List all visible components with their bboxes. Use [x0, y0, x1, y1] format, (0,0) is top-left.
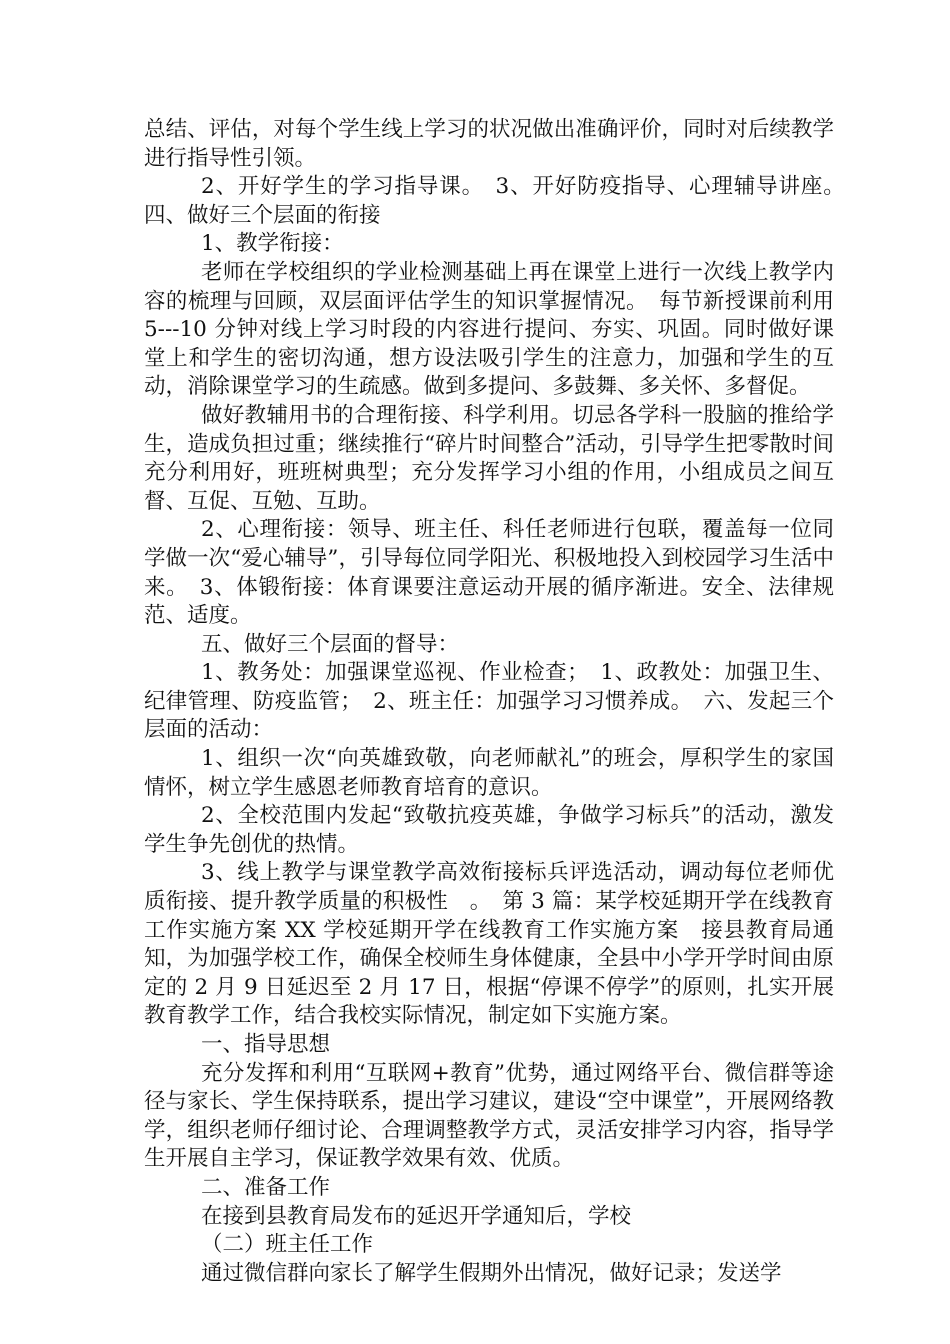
paragraph: 在接到县教育局发布的延迟开学通知后，学校 [201, 1203, 632, 1229]
paragraph: 1、教务处：加强课堂巡视、作业检查； 1、政教处：加强卫生、纪律管理、防疫监管； 2、班主任：加强学习习惯养成。 六、发起三个层面的活动： [144, 660, 834, 743]
paragraph: 老师在学校组织的学业检测基础上再在课堂上进行一次线上教学内容的梳理与回顾，双层面评估学生的知识掌握情况。 每节新授课前利用 5---10 分钟对线上学习时段的内容进行提问、夯实、巩固。同时做好课堂上和学生的密切沟通，想方设法吸引学生的注意力，加强和学生的互动，消除课堂学习的生疏感。做到多提问、多鼓舞、多关怀、多督促。 [144, 259, 834, 400]
section-heading: 一、指导思想 [201, 1032, 331, 1057]
paragraph: 3、线上教学与课堂教学高效衔接标兵评选活动，调动每位老师优质衔接、提升教学质量的积极性 。 第 3 篇：某学校延期开学在线教育工作实施方案 XX 学校延期开学在线教育工作实施方案 接县教育局通知，为加强学校工作，确保全校师生身体健康，全县中小学开学时间由原定的 2 月 9 日延迟至 2 月 17 日，根据“停课不停学”的原则，扎实开展教育教学工作，结合我校实际情况，制定如下实施方案。 [144, 860, 834, 1029]
paragraph: 1、组织一次“向英雄致敬，向老师献礼”的班会，厚积学生的家国情怀，树立学生感恩老师教育培育的意识。 [144, 746, 834, 800]
paragraph: 充分发挥和利用“互联网+教育”优势，通过网络平台、微信群等途径与家长、学生保持联系，提出学习建议，建设“空中课堂”，开展网络教学，组织老师仔细讨论、合理调整教学方式，灵活安排学习内容，指导学生开展自主学习，保证教学效果有效、优质。 [144, 1060, 834, 1172]
paragraph: 2、心理衔接：领导、班主任、科任老师进行包联，覆盖每一位同学做一次“爱心辅导”，引导每位同学阳光、积极地投入到校园学习生活中来。 3、体锻衔接：体育课要注意运动开展的循序渐进。安全、法律规范、适度。 [144, 517, 834, 629]
paragraph: 总结、评估，对每个学生线上学习的状况做出准确评价，同时对后续教学进行指导性引领。 [144, 117, 834, 171]
section-heading: 1、教学衔接： [201, 231, 344, 257]
section-heading: （二）班主任工作 [201, 1232, 374, 1258]
section-heading: 五、做好三个层面的督导： [201, 631, 460, 657]
section-heading: 二、准备工作 [201, 1174, 331, 1200]
paragraph: 通过微信群向家长了解学生假期外出情况，做好记录；发送学 [201, 1260, 782, 1286]
paragraph: 做好教辅用书的合理衔接、科学利用。切忌各学科一股脑的推给学生，造成负担过重；继续推行“碎片时间整合”活动，引导学生把零散时间充分利用好，班班树典型；充分发挥学习小组的作用，小组成员之间互督、互促、互勉、互助。 [144, 402, 834, 514]
document-body [144, 116, 856, 1288]
paragraph: 2、开好学生的学习指导课。 3、开好防疫指导、心理辅导讲座。 四、做好三个层面的衔接 [144, 174, 856, 228]
paragraph: 2、全校范围内发起“致敬抗疫英雄，争做学习标兵”的活动，激发学生争先创优的热情。 [144, 803, 834, 857]
